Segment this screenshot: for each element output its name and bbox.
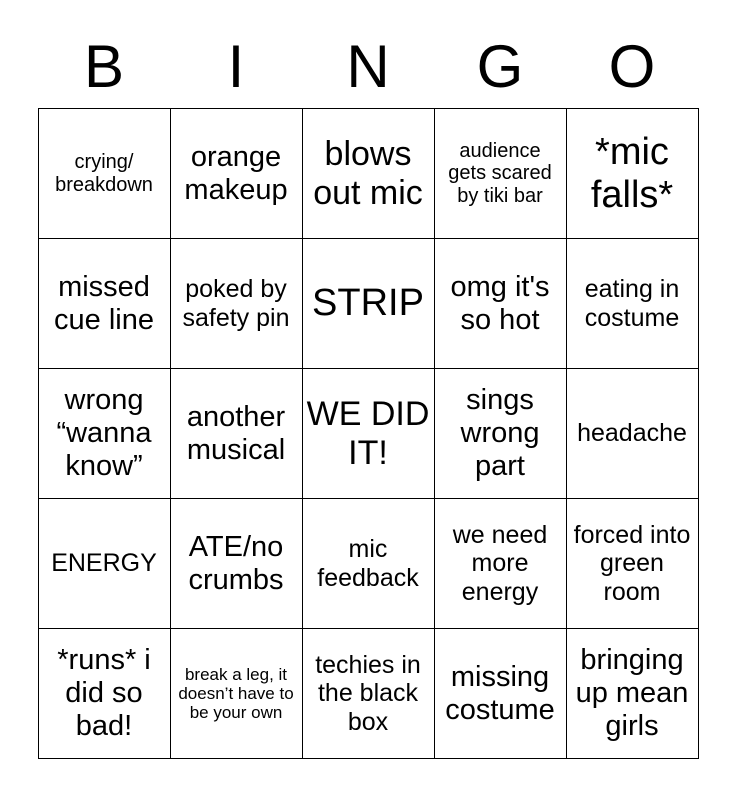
header-letter-b: B xyxy=(83,33,125,100)
bingo-cell[interactable]: ATE/no crumbs xyxy=(170,499,302,629)
bingo-cell[interactable]: orange makeup xyxy=(170,109,302,239)
bingo-row xyxy=(38,369,698,499)
header-letter-n: N xyxy=(346,33,390,100)
bingo-row xyxy=(38,109,698,239)
bingo-cell[interactable]: *mic falls* xyxy=(566,109,698,239)
bingo-cell[interactable]: ENERGY xyxy=(38,499,170,629)
bingo-cell[interactable]: poked by safety pin xyxy=(170,239,302,369)
bingo-cell[interactable]: break a leg, it doesn’t have to be your own xyxy=(170,629,302,759)
bingo-cell[interactable]: another musical xyxy=(170,369,302,499)
bingo-cell[interactable]: we need more energy xyxy=(434,499,566,629)
bingo-cell[interactable]: WE DID IT! xyxy=(302,369,434,499)
bingo-cell[interactable]: mic feedback xyxy=(302,499,434,629)
bingo-cell[interactable]: headache xyxy=(566,369,698,499)
bingo-cell[interactable]: missed cue line xyxy=(38,239,170,369)
bingo-cell[interactable]: missing costume xyxy=(434,629,566,759)
bingo-cell[interactable]: crying/ breakdown xyxy=(38,109,170,239)
bingo-cell[interactable]: wrong “wanna know” xyxy=(38,369,170,499)
bingo-cell[interactable]: audience gets scared by tiki bar xyxy=(434,109,566,239)
bingo-row xyxy=(38,239,698,369)
header-letter-o: O xyxy=(608,33,656,100)
header-letter-g: G xyxy=(476,33,524,100)
header-letter-i: I xyxy=(227,33,245,100)
bingo-header xyxy=(38,0,698,104)
bingo-cell[interactable]: omg it's so hot xyxy=(434,239,566,369)
bingo-cell[interactable]: sings wrong part xyxy=(434,369,566,499)
bingo-row xyxy=(38,629,698,759)
bingo-cell[interactable]: bringing up mean girls xyxy=(566,629,698,759)
bingo-cell[interactable]: techies in the black box xyxy=(302,629,434,759)
bingo-cell[interactable]: forced into green room xyxy=(566,499,698,629)
bingo-row xyxy=(38,499,698,629)
bingo-cell[interactable]: blows out mic xyxy=(302,109,434,239)
bingo-cell[interactable]: STRIP xyxy=(302,239,434,369)
bingo-cell[interactable]: eating in costume xyxy=(566,239,698,369)
bingo-cell[interactable]: *runs* i did so bad! xyxy=(38,629,170,759)
bingo-grid xyxy=(38,108,699,759)
